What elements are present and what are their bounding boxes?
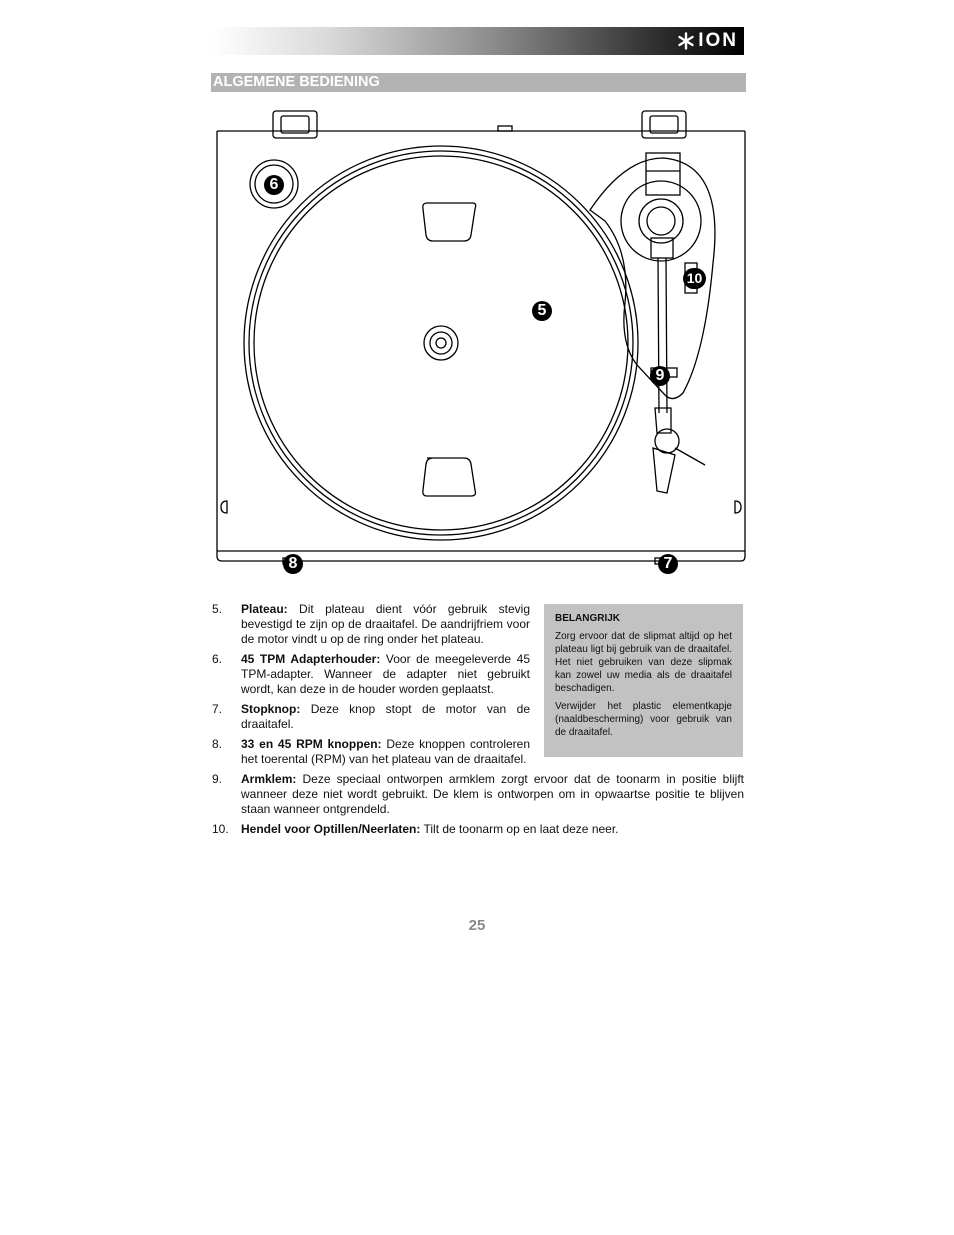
- item-number: 5.: [212, 602, 223, 616]
- item-number: 7.: [212, 702, 223, 716]
- callout-7: 7: [658, 554, 678, 574]
- callout-5: 5: [532, 301, 552, 321]
- header-bar: [212, 27, 744, 55]
- note-title: BELANGRIJK: [555, 613, 621, 624]
- tonearm-tube-right: [666, 258, 667, 413]
- list-item: [212, 652, 530, 697]
- item-number: 6.: [212, 652, 223, 666]
- important-note: [544, 604, 743, 757]
- item-number: 9.: [212, 772, 223, 786]
- item-number: 8.: [212, 737, 223, 751]
- item-text: Deze speciaal ontworpen armklem zorgt ervoor dat de toonarm in positie blijft wanneer deze niet wordt gebruikt. De klem is ontworpen om in opwaartse positie te blijven staan wanneer ontgrendeld.: [241, 772, 744, 816]
- page-number: 25: [468, 917, 486, 934]
- callout-9: 9: [650, 366, 670, 386]
- item-number: 10.: [212, 822, 229, 836]
- tonearm-tube-left: [658, 258, 659, 413]
- item-text: Deze knoppen controleren het toerental (RPM) van het plateau van de draaitafel.: [241, 737, 530, 766]
- callout-10: 10: [683, 268, 706, 289]
- item-text: Deze knop stopt de motor van de draaitafel.: [241, 702, 530, 731]
- cartridge: [653, 448, 675, 493]
- list-item: [212, 702, 530, 732]
- item-term: Stopknop:: [241, 702, 301, 716]
- right-foot: [735, 501, 741, 513]
- item-term: Hendel voor Optillen/Neerlaten:: [241, 822, 421, 836]
- section-title: ALGEMENE BEDIENING: [211, 73, 746, 92]
- list-item: [212, 772, 744, 817]
- item-term: 45 TPM Adapterhouder:: [241, 652, 381, 666]
- item-term: 33 en 45 RPM knoppen:: [241, 737, 382, 751]
- note-paragraph: Verwijder het plastic elementkapje (naaldbescherming) voor gebruik van de draaitafel.: [555, 701, 732, 738]
- hinge-right: [642, 111, 686, 138]
- platter-spindle: [424, 326, 458, 360]
- item-term: Plateau:: [241, 602, 288, 616]
- tonearm-pivot: [621, 181, 701, 261]
- platter-window-bottom: [423, 458, 476, 496]
- brand-name: ION: [698, 30, 738, 51]
- note-paragraph: Zorg ervoor dat de slipmat altijd op het plateau ligt bij gebruik van de draaitafel. Het niet gebruiken van deze slipmak kan zowel uw media als de draaitafel beschadigen.: [555, 631, 732, 694]
- platter-window-top: [423, 203, 476, 241]
- list-item: [212, 602, 530, 647]
- hinge-left: [273, 111, 317, 138]
- callout-8: 8: [283, 554, 303, 574]
- left-foot: [221, 501, 227, 513]
- list-item: [212, 822, 744, 837]
- item-text: Tilt de toonarm op en laat deze neer.: [420, 822, 619, 836]
- item-text: Voor de meegeleverde 45 TPM-adapter. Wanneer de adapter niet gebruikt wordt, kan deze in de houder worden geplaatst.: [241, 652, 530, 696]
- ion-star-icon: [677, 32, 695, 50]
- list-item: [212, 737, 530, 767]
- platter-outer: [244, 146, 638, 540]
- turntable-diagram: [205, 103, 750, 581]
- item-text: Dit plateau dient vóór gebruik stevig bevestigd te zijn op de draaitafel. De aandrijfriem voor de motor vindt u op de ring onder het plateau.: [241, 602, 530, 646]
- callout-6: 6: [264, 175, 284, 195]
- brand-logo: [677, 30, 738, 52]
- item-term: Armklem:: [241, 772, 297, 786]
